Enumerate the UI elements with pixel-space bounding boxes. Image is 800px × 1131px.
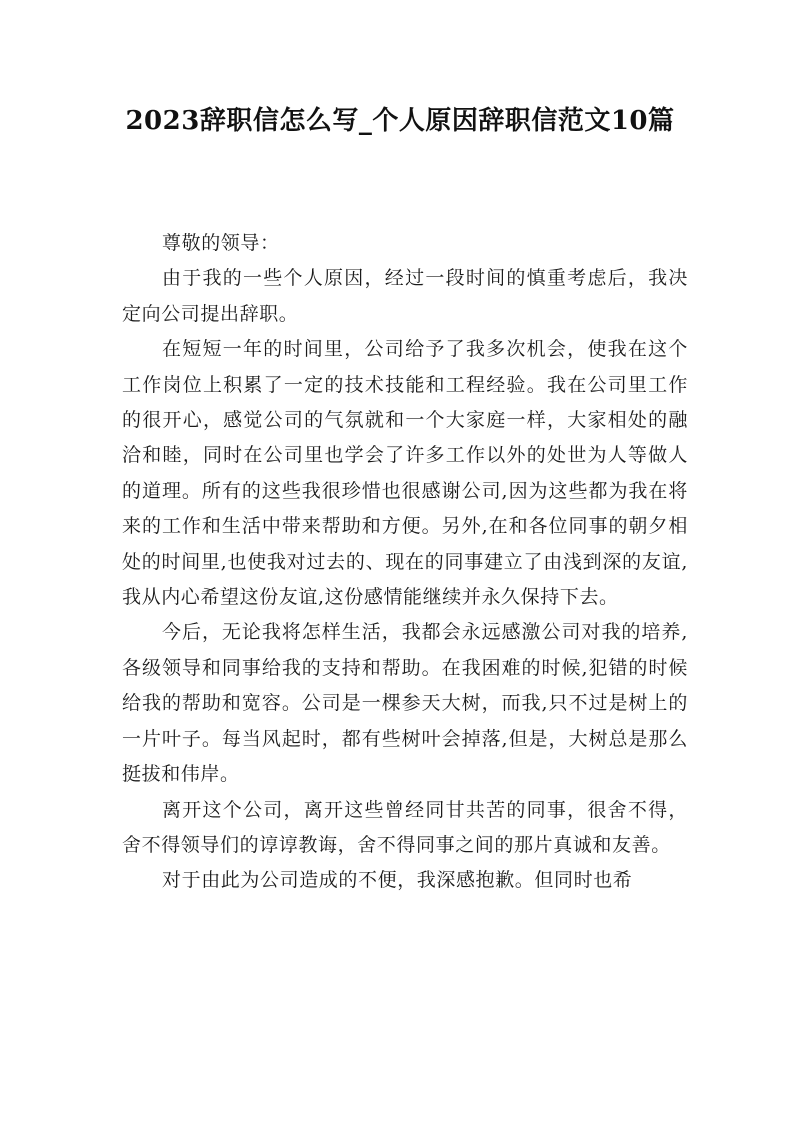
document-title: 2023辞职信怎么写_个人原因辞职信范文10篇 <box>125 106 675 136</box>
paragraph-2: 在短短一年的时间里，公司给予了我多次机会，使我在这个工作岗位上积累了一定的技术技能和工程经验。我在公司里工作的很开心，感觉公司的气氛就和一个大家庭一样，大家相处的融洽和睦，同时在公司里也学会了许多工作以外的处世为人等做人的道理。所有的这些我很珍惜也很感谢公司,因为这些都为我在将来的工作和生活中带来帮助和方便。另外,在和各位同事的朝夕相处的时间里,也使我对过去的、现在的同事建立了由浅到深的友谊,我从内心希望这份友谊,这份感情能继续并永久保持下去。 <box>122 338 688 609</box>
document-body <box>122 226 688 899</box>
paragraph-5: 对于由此为公司造成的不便，我深感抱歉。但同时也希 <box>162 869 633 892</box>
paragraph-1: 由于我的一些个人原因，经过一段时间的慎重考虑后，我决定向公司提出辞职。 <box>122 267 688 325</box>
paragraph-4: 离开这个公司，离开这些曾经同甘共苦的同事，很舍不得，舍不得领导们的谆谆教诲，舍不得同事之间的那片真诚和友善。 <box>122 798 688 856</box>
paragraph-3: 今后，无论我将怎样生活，我都会永远感激公司对我的培养,各级领导和同事给我的支持和帮助。在我困难的时候,犯错的时候给我的帮助和宽容。公司是一棵参天大树，而我,只不过是树上的一片叶子。每当风起时，都有些树叶会掉落,但是，大树总是那么挺拔和伟岸。 <box>122 621 688 786</box>
salutation: 尊敬的领导： <box>162 232 280 254</box>
